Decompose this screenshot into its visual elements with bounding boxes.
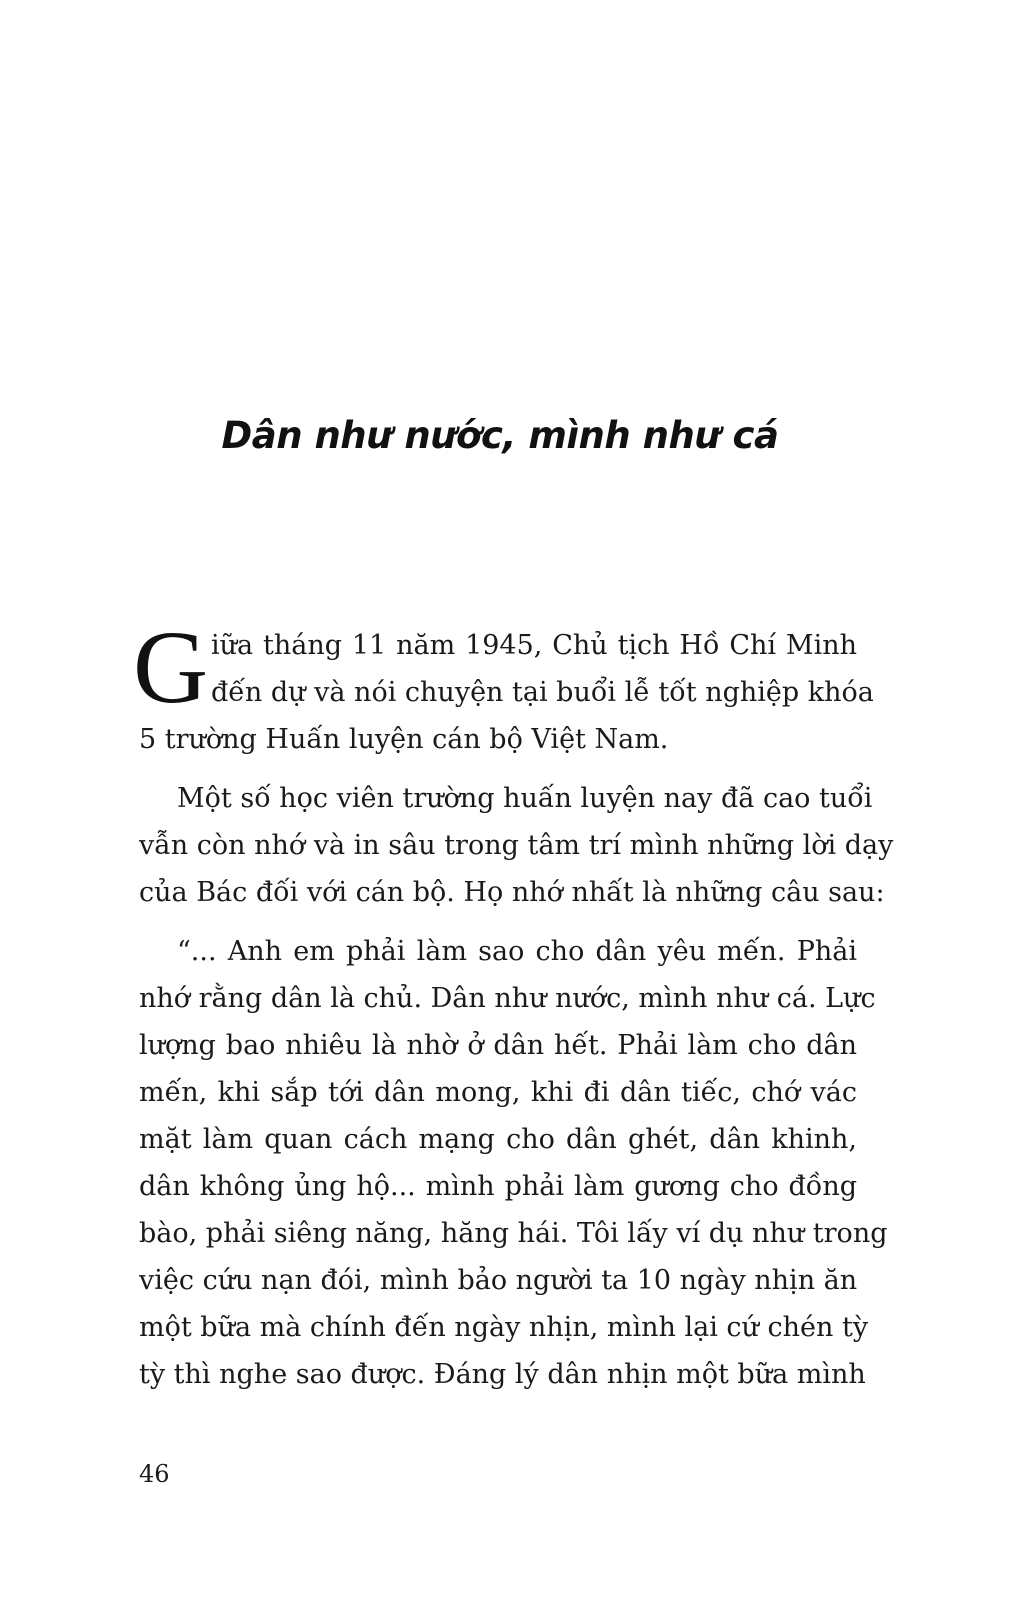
paragraph-3-line-4: mến, khi sắp tới dân mong, khi đi dân tiếc, chớ vác [139, 1077, 857, 1108]
paragraph-1-line-1: iữa tháng 11 năm 1945, Chủ tịch Hồ Chí Minh [211, 630, 857, 661]
paragraph-3-line-8: việc cứu nạn đói, mình bảo người ta 10 ngày nhịn ăn [139, 1265, 858, 1296]
paragraph-2 [139, 775, 894, 916]
drop-cap: G [133, 610, 209, 725]
body-text [133, 610, 894, 1398]
paragraph-3-line-1: “... Anh em phải làm sao cho dân yêu mến. Phải [177, 936, 857, 967]
chapter-title: Dân như nước, mình như cá [221, 414, 779, 457]
paragraph-2-line-1: Một số học viên trường huấn luyện nay đã cao tuổi [177, 783, 873, 814]
paragraph-1-line-3: 5 trường Huấn luyện cán bộ Việt Nam. [139, 724, 669, 755]
page-number: 46 [139, 1460, 170, 1488]
paragraph-3-line-10: tỳ thì nghe sao được. Đáng lý dân nhịn một bữa mình [139, 1359, 866, 1390]
paragraph-3 [139, 928, 888, 1398]
paragraph-3-line-7: bào, phải siêng năng, hăng hái. Tôi lấy ví dụ như trong [139, 1218, 888, 1249]
paragraph-2-line-3: của Bác đối với cán bộ. Họ nhớ nhất là những câu sau: [139, 877, 885, 908]
paragraph-2-line-2: vẫn còn nhớ và in sâu trong tâm trí mình những lời dạy [139, 830, 894, 861]
paragraph-3-line-3: lượng bao nhiêu là nhờ ở dân hết. Phải làm cho dân [139, 1030, 857, 1061]
paragraph-3-line-9: một bữa mà chính đến ngày nhịn, mình lại cứ chén tỳ [139, 1312, 869, 1343]
paragraph-1 [133, 610, 874, 763]
paragraph-3-line-6: dân không ủng hộ... mình phải làm gương cho đồng [139, 1171, 857, 1202]
paragraph-3-line-5: mặt làm quan cách mạng cho dân ghét, dân khinh, [139, 1124, 857, 1155]
paragraph-1-line-2: đến dự và nói chuyện tại buổi lễ tốt nghiệp khóa [211, 677, 874, 708]
paragraph-3-line-2: nhớ rằng dân là chủ. Dân như nước, mình như cá. Lực [139, 983, 876, 1014]
